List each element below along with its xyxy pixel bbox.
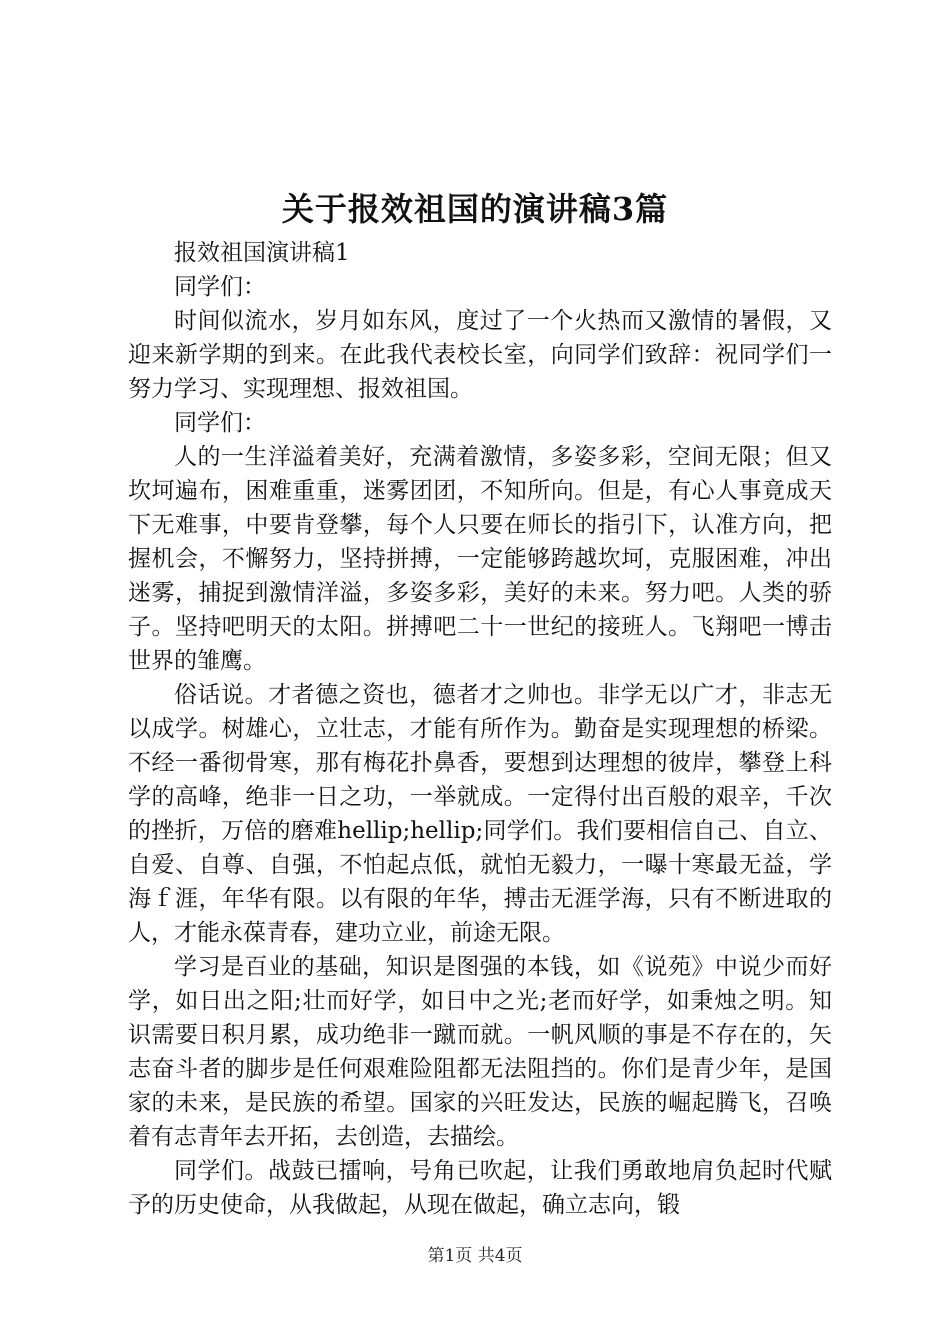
paragraph: 同学们。战鼓已擂响，号角已吹起，让我们勇敢地肩负起时代赋予的历史使命，从我做起，从现在做起，确立志向，锻 bbox=[128, 1158, 832, 1218]
section-heading: 报效祖国演讲稿1 bbox=[174, 240, 350, 266]
paragraph: 人的一生洋溢着美好，充满着激情，多姿多彩，空间无限；但又坎坷遍布，困难重重，迷雾团团，不知所向。但是，有心人事竟成天下无难事，中要肯登攀，每个人只要在师长的指引下，认准方向，把握机会，不懈努力，坚持拼搏，一定能够跨越坎坷，克服困难，冲出迷雾，捕捉到激情洋溢，多姿多彩，美好的未来。努力吧。人类的骄子。坚持吧明天的太阳。拼搏吧二十一世纪的接班人。飞翔吧一博击世界的雏鹰。 bbox=[128, 444, 832, 674]
page-footer bbox=[0, 1244, 950, 1268]
paragraph: 时间似流水，岁月如东风，度过了一个火热而又激情的暑假，又迎来新学期的到来。在此我代表校长室，向同学们致辞：祝同学们一努力学习、实现理想、报效祖国。 bbox=[128, 308, 832, 402]
paragraph: 俗话说。才者德之资也，德者才之帅也。非学无以广才，非志无以成学。树雄心，立壮志，才能有所作为。勤奋是实现理想的桥梁。不经一番彻骨寒，那有梅花扑鼻香，要想到达理想的彼岸，攀登上科学的高峰，绝非一日之功，一举就成。一定得付出百般的艰辛，千次的挫折，万倍的磨难hellip;hellip;同学们。我们要相信自己、自立、自爱、自尊、自强，不怕起点低，就怕无毅力，一曝十寒最无益，学海ｆ涯，年华有限。以有限的年华，搏击无涯学海，只有不断进取的人，才能永葆青春，建功立业，前途无限。 bbox=[128, 682, 832, 946]
page-indicator: 第1页 共4页 bbox=[427, 1246, 523, 1266]
salutation: 同学们： bbox=[174, 410, 266, 436]
salutation: 同学们： bbox=[174, 274, 266, 300]
paragraph: 学习是百业的基础，知识是图强的本钱，如《说苑》中说少而好学，如日出之阳;壮而好学，如日中之光;老而好学，如秉烛之明。知识需要日积月累，成功绝非一蹴而就。一帆风顺的事是不存在的，矢志奋斗者的脚步是任何艰难险阻都无法阻挡的。你们是青少年，是国家的未来，是民族的希望。国家的兴旺发达，民族的崛起腾飞，召唤着有志青年去开拓，去创造，去描绘。 bbox=[128, 954, 832, 1150]
document-title: 关于报效祖国的演讲稿3篇 bbox=[281, 190, 669, 228]
document-body bbox=[128, 236, 832, 1222]
